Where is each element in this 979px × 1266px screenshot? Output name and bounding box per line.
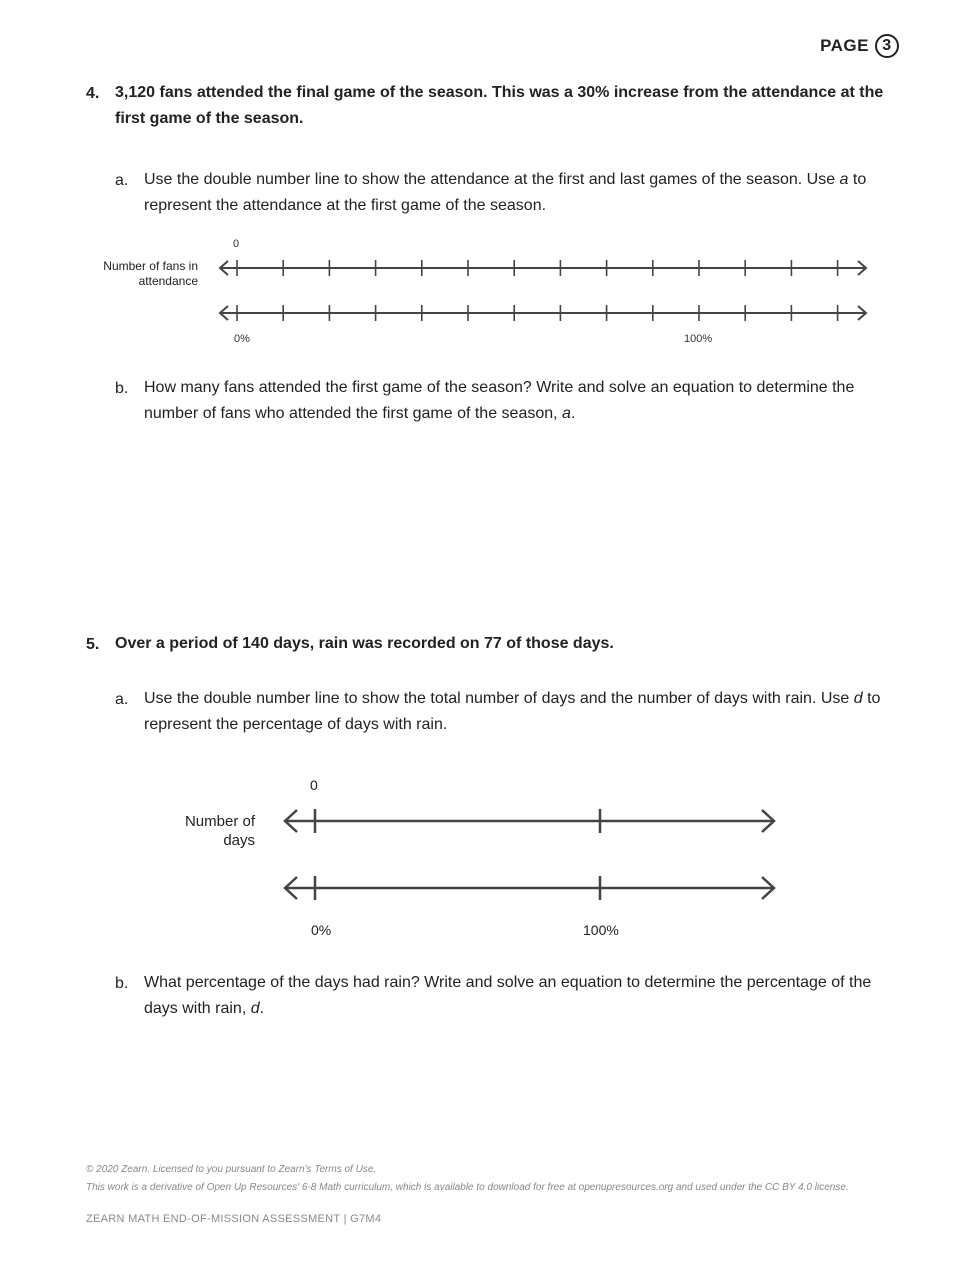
- q4-numberline-bottom-start: 0%: [234, 333, 250, 345]
- q5-top-number-line: [285, 809, 774, 833]
- q4-part-b-text-after: .: [570, 405, 576, 422]
- q5-bottom-number-line: [285, 876, 774, 900]
- q4-part-b-text: [144, 375, 894, 427]
- q5-part-a-variable: d: [853, 690, 863, 707]
- q4-part-b-variable: a: [562, 405, 571, 422]
- footer-copyright: © 2020 Zearn. Licensed to you pursuant to Zearn's Terms of Use.: [86, 1164, 377, 1175]
- q4-bottom-number-line: [220, 305, 866, 321]
- q4-part-a-variable: a: [839, 171, 849, 188]
- q4-part-a-letter: a.: [115, 172, 129, 189]
- question-5-text: Over a period of 140 days, rain was recorded on 77 of those days.: [115, 635, 614, 652]
- q4-numberline-bottom-100: 100%: [684, 333, 713, 345]
- question-4-number: 4.: [86, 85, 100, 102]
- q5-part-a-text-after: to represent the percentage of days with rain.: [144, 690, 881, 733]
- q4-numberline-top-label: Number of fans in attendance: [103, 259, 198, 288]
- page-word: PAGE: [820, 36, 869, 55]
- q5-part-b-text: [144, 970, 904, 1022]
- q5-part-b-text-before: What percentage of the days had rain? Write and solve an equation to determine the percentage of the days with rain,: [144, 974, 872, 1017]
- question-5-number: 5.: [86, 636, 100, 653]
- q4-top-number-line: [220, 260, 866, 276]
- q5-part-b-letter: b.: [115, 975, 129, 992]
- q5-numberline-bottom-100: 100%: [583, 922, 619, 938]
- footer-assessment-title: ZEARN MATH END-OF-MISSION ASSESSMENT | G7M4: [86, 1213, 382, 1225]
- q5-part-b-variable: d: [250, 1000, 260, 1017]
- q4-numberline-top-zero: 0: [233, 238, 240, 250]
- footer-license: This work is a derivative of Open Up Resources' 6-8 Math curriculum, which is available to download for free at openupresources.org and used under the CC BY 4.0 license.: [86, 1182, 849, 1193]
- q4-part-a-text-after: to represent the attendance at the first game of the season.: [144, 171, 867, 214]
- q4-double-number-line: [0, 0, 979, 400]
- q5-numberline-top-label: Number of days: [184, 813, 255, 849]
- q5-part-a-letter: a.: [115, 691, 129, 708]
- q5-numberline-top-zero: 0: [310, 777, 318, 793]
- q4-part-b-letter: b.: [115, 380, 129, 397]
- q5-numberline-bottom-start: 0%: [311, 922, 332, 938]
- q5-part-a-text: [144, 686, 894, 738]
- q5-part-a-text-before: Use the double number line to show the total number of days and the number of days with rain. Use: [144, 690, 854, 707]
- question-4-text: 3,120 fans attended the final game of the season. This was a 30% increase from the attendance at the first game of the season.: [115, 84, 884, 127]
- q5-double-number-line: [0, 760, 979, 940]
- q4-part-a-text-before: Use the double number line to show the attendance at the first and last games of the season. Use: [144, 171, 840, 188]
- q4-part-b-text-before: How many fans attended the first game of the season? Write and solve an equation to determine the number of fans who attended the first game of the season,: [144, 379, 855, 422]
- q5-part-b-text-after: .: [259, 1000, 265, 1017]
- page-number-badge: 3: [875, 34, 899, 58]
